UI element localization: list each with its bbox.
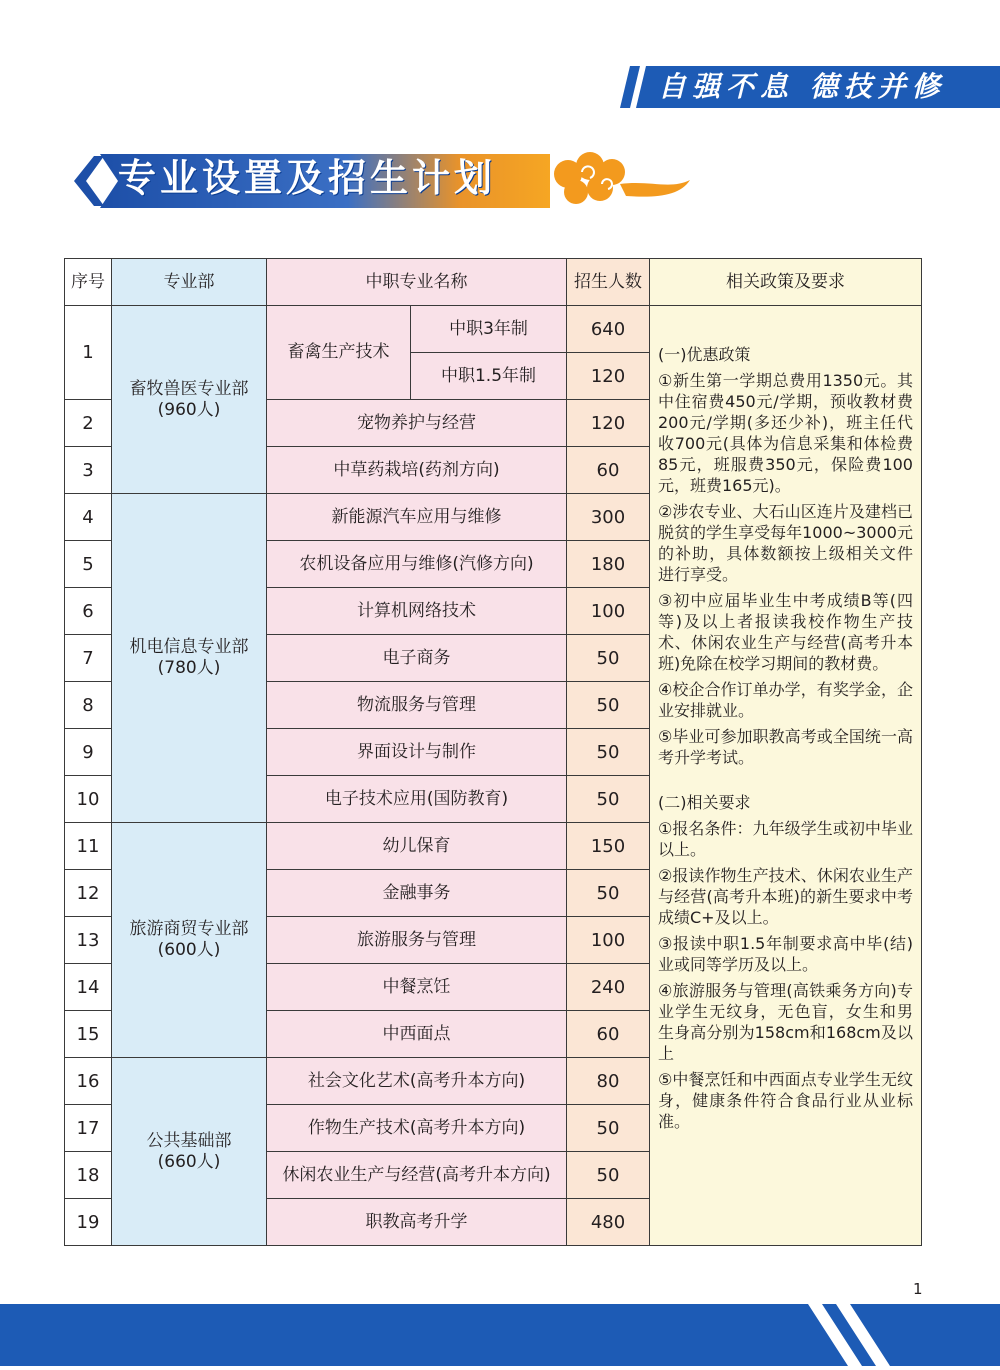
row-no: 4 <box>64 493 112 541</box>
major-track: 中职1.5年制 <box>410 352 567 400</box>
row-no: 16 <box>64 1057 112 1105</box>
policy-item: ②涉农专业、大石山区连片及建档已脱贫的学生享受每年1000~3000元的补助，具体数额按上级相关文件进行享受。 <box>658 502 913 584</box>
policy-cell <box>649 305 922 1246</box>
footer-bar <box>0 1304 1000 1366</box>
major-name: 农机设备应用与维修(汽修方向) <box>266 540 567 588</box>
enrollment-count: 50 <box>566 1151 650 1199</box>
page-number: 1 <box>913 1280 923 1298</box>
enrollment-count: 50 <box>566 728 650 776</box>
department-count: (600人) <box>157 940 221 960</box>
department-cell <box>111 1057 267 1246</box>
motto-text: 自强不息 德技并修 <box>658 70 946 103</box>
row-no: 8 <box>64 681 112 729</box>
row-no: 13 <box>64 916 112 964</box>
footer-bar-shape <box>0 1304 1000 1366</box>
major-name: 幼儿保育 <box>266 822 567 870</box>
row-no: 15 <box>64 1010 112 1058</box>
page-title: 专业设置及招生计划 <box>118 156 497 200</box>
enrollment-count: 80 <box>566 1057 650 1105</box>
major-name: 职教高考升学 <box>266 1198 567 1246</box>
enrollment-count: 180 <box>566 540 650 588</box>
enrollment-count: 100 <box>566 916 650 964</box>
major-name: 电子商务 <box>266 634 567 682</box>
enrollment-count: 300 <box>566 493 650 541</box>
row-no: 19 <box>64 1198 112 1246</box>
enrollment-count: 150 <box>566 822 650 870</box>
enrollment-count: 50 <box>566 1104 650 1152</box>
header-no: 序号 <box>64 258 112 306</box>
enrollment-count: 640 <box>566 305 650 353</box>
row-no: 14 <box>64 963 112 1011</box>
major-name: 休闲农业生产与经营(高考升本方向) <box>266 1151 567 1199</box>
enrollment-count: 50 <box>566 869 650 917</box>
cloud-ornament-icon <box>554 152 690 204</box>
header-enrollment: 招生人数 <box>566 258 650 306</box>
row-no: 7 <box>64 634 112 682</box>
policy-item: ⑤毕业可参加职教高考或全国统一高考升学考试。 <box>658 727 913 767</box>
policy-item: ⑤中餐烹饪和中西面点专业学生无纹身，健康条件符合食品行业从业标准。 <box>658 1070 913 1131</box>
row-no: 3 <box>64 446 112 494</box>
major-name: 畜禽生产技术 <box>266 305 411 400</box>
policy-item: ④校企合作订单办学，有奖学金，企业安排就业。 <box>658 680 913 720</box>
department-name: 公共基础部 <box>146 1130 232 1151</box>
major-name: 旅游服务与管理 <box>266 916 567 964</box>
major-name: 界面设计与制作 <box>266 728 567 776</box>
enrollment-count: 50 <box>566 681 650 729</box>
header-department: 专业部 <box>111 258 267 306</box>
enrollment-count: 100 <box>566 587 650 635</box>
department-name: 机电信息专业部 <box>129 637 249 657</box>
department-name: 畜牧兽医专业部 <box>129 378 249 399</box>
row-no: 11 <box>64 822 112 870</box>
policy-item: ④旅游服务与管理(高铁乘务方向)专业学生无纹身，无色盲，女生和男生身高分别为158cm和168cm及以上 <box>658 981 913 1063</box>
major-track: 中职3年制 <box>410 305 567 353</box>
major-name: 电子技术应用(国防教育) <box>266 775 567 823</box>
policy-item: ③初中应届毕业生中考成绩B等(四等)及以上者报读我校作物生产技术、休闲农业生产与经营(高考升本班)免除在校学习期间的教材费。 <box>658 591 913 673</box>
policy-item: ①报名条件：九年级学生或初中毕业以上。 <box>658 819 913 859</box>
enrollment-count: 240 <box>566 963 650 1011</box>
enrollment-count: 60 <box>566 1010 650 1058</box>
row-no: 10 <box>64 775 112 823</box>
department-cell <box>111 493 267 823</box>
department-count: (780人) <box>157 658 221 678</box>
enrollment-count: 480 <box>566 1198 650 1246</box>
department-cell <box>111 822 267 1058</box>
row-no: 12 <box>64 869 112 917</box>
major-name: 中西面点 <box>266 1010 567 1058</box>
department-cell <box>111 305 267 494</box>
major-name: 物流服务与管理 <box>266 681 567 729</box>
row-no: 17 <box>64 1104 112 1152</box>
policy-section-heading: (一)优惠政策 <box>658 345 751 364</box>
department-count: (660人) <box>157 1151 221 1172</box>
department-name: 旅游商贸专业部 <box>129 919 249 939</box>
row-no: 1 <box>64 305 112 400</box>
header-policy: 相关政策及要求 <box>649 258 922 306</box>
enrollment-count: 120 <box>566 352 650 400</box>
enrollment-count: 60 <box>566 446 650 494</box>
department-count: (960人) <box>157 399 221 420</box>
major-name: 计算机网络技术 <box>266 587 567 635</box>
enrollment-table <box>64 258 922 1245</box>
enrollment-count: 50 <box>566 634 650 682</box>
enrollment-count: 50 <box>566 775 650 823</box>
row-no: 5 <box>64 540 112 588</box>
row-no: 2 <box>64 399 112 447</box>
major-name: 中草药栽培(药剂方向) <box>266 446 567 494</box>
policy-item: ③报读中职1.5年制要求高中毕(结)业或同等学历及以上。 <box>658 934 913 974</box>
row-no: 9 <box>64 728 112 776</box>
policy-item: ②报读作物生产技术、休闲农业生产与经营(高考升本班)的新生要求中考成绩C+及以上。 <box>658 866 913 927</box>
major-name: 社会文化艺术(高考升本方向) <box>266 1057 567 1105</box>
enrollment-count: 120 <box>566 399 650 447</box>
row-no: 18 <box>64 1151 112 1199</box>
major-name: 作物生产技术(高考升本方向) <box>266 1104 567 1152</box>
policy-section-heading: (二)相关要求 <box>658 793 751 812</box>
major-name: 金融事务 <box>266 869 567 917</box>
major-name: 宠物养护与经营 <box>266 399 567 447</box>
major-name: 新能源汽车应用与维修 <box>266 493 567 541</box>
major-name: 中餐烹饪 <box>266 963 567 1011</box>
row-no: 6 <box>64 587 112 635</box>
header-major: 中职专业名称 <box>266 258 567 306</box>
policy-item: ①新生第一学期总费用1350元。其中住宿费450元/学期，预收教材费200元/学期(多还少补)，班主任代收700元(具体为信息采集和体检费85元，班服费350元，保险费100元，班费165元)。 <box>658 371 913 495</box>
